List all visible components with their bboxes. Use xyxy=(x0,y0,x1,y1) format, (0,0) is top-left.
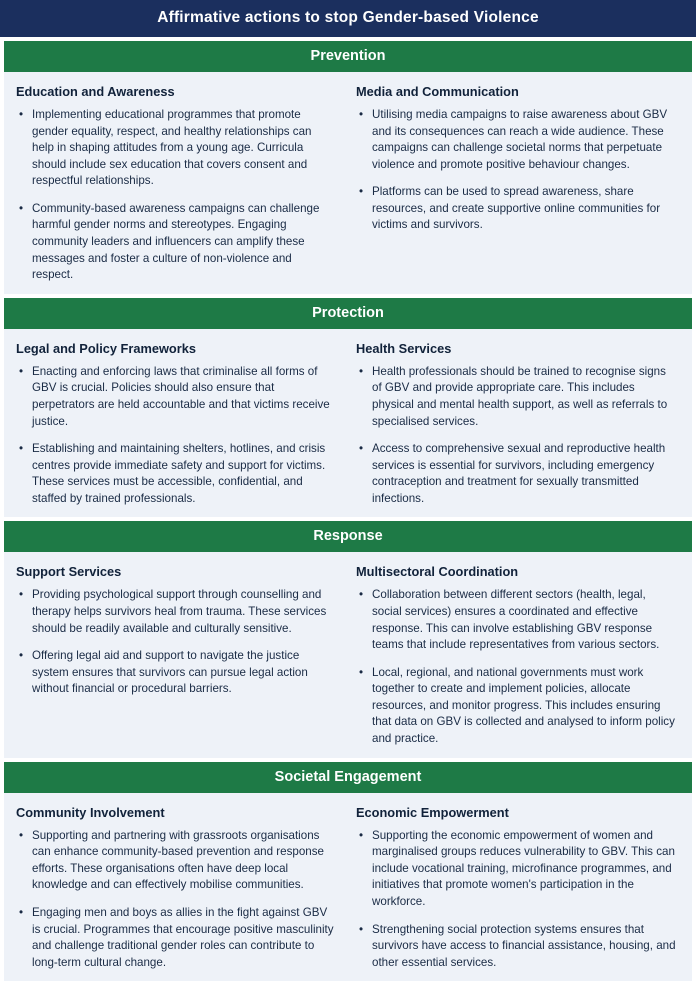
section-body-response xyxy=(4,552,692,757)
points-list xyxy=(16,587,334,697)
list-item: • Implementing educational programmes that promote gender equality, respect, and healthy relationships can help in shaping attitudes from a young age. Curricula should include sex education that covers consent and respectful relationships. xyxy=(16,107,334,190)
column-title: Legal and Policy Frameworks xyxy=(16,340,196,356)
points-list xyxy=(356,364,678,508)
list-item: • Enacting and enforcing laws that criminalise all forms of GBV is crucial. Policies should also ensure that perpetrators are held accountable and that victims receive justice. xyxy=(16,364,334,430)
list-item: • Health professionals should be trained to recognise signs of GBV and provide appropriate care. This includes physical and mental health support, as well as referrals to specialised services. xyxy=(356,364,678,430)
column-title: Community Involvement xyxy=(16,804,165,820)
list-item: • Engaging men and boys as allies in the fight against GBV is crucial. Programmes that encourage positive masculinity and challenge traditional gender roles can contribute to long-term cultural change. xyxy=(16,905,334,971)
section-protection xyxy=(0,298,696,518)
list-item: • Utilising media campaigns to raise awareness about GBV and its consequences can reach a wide audience. These campaigns can challenge societal norms that perpetuate violence and promote positive behaviour changes. xyxy=(356,107,678,173)
section-header-societal-engagement: Societal Engagement xyxy=(4,762,692,793)
column-right xyxy=(348,339,692,508)
column-right xyxy=(348,82,692,284)
column-title: Multisectoral Coordination xyxy=(356,564,519,580)
points-list xyxy=(356,587,678,747)
list-item: • Collaboration between different sectors (health, legal, social services) ensures a coordinated and effective response. This can involve establishing GBV response teams that include representatives from various sectors. xyxy=(356,587,678,653)
column-title: Education and Awareness xyxy=(16,84,175,99)
list-item: • Offering legal aid and support to navigate the justice system ensures that survivors can pursue legal action without financial or procedural barriers. xyxy=(16,648,334,698)
section-body-societal-engagement xyxy=(4,793,692,982)
column-left xyxy=(4,803,348,972)
section-response xyxy=(0,521,696,757)
list-item: • Providing psychological support through counselling and therapy helps survivors heal from trauma. These services should be readily available and culturally sensitive. xyxy=(16,587,334,637)
points-list xyxy=(356,107,678,234)
page-title: Affirmative actions to stop Gender-based Violence xyxy=(0,0,696,37)
list-item: • Strengthening social protection systems ensures that survivors have access to financial assistance, housing, and other essential services. xyxy=(356,922,678,972)
section-body-prevention xyxy=(4,72,692,294)
section-header-response: Response xyxy=(4,521,692,552)
column-title: Economic Empowerment xyxy=(356,804,509,820)
column-left xyxy=(4,339,348,508)
section-header-prevention: Prevention xyxy=(4,41,692,72)
points-list xyxy=(356,828,678,972)
section-prevention xyxy=(0,41,696,294)
column-title: Support Services xyxy=(16,564,122,580)
points-list xyxy=(16,364,334,508)
section-header-protection: Protection xyxy=(4,298,692,329)
points-list xyxy=(16,107,334,284)
section-societal-engagement xyxy=(0,762,696,982)
column-right xyxy=(348,803,692,972)
list-item: • Local, regional, and national governments must work together to create and implement policies, allocate resources, and monitor progress. This includes ensuring that data on GBV is collected and analysed to inform policy and practice. xyxy=(356,665,678,748)
list-item: • Supporting the economic empowerment of women and marginalised groups reduces vulnerability to GBV. This can include vocational training, microfinance programmes, and initiatives that promote women's participation in the workforce. xyxy=(356,828,678,911)
list-item: • Supporting and partnering with grassroots organisations can enhance community-based prevention and response efforts. These organisations often have deep local knowledge and can effectively mobilise communities. xyxy=(16,828,334,894)
column-left xyxy=(4,562,348,747)
list-item: • Establishing and maintaining shelters, hotlines, and crisis centres provide immediate safety and support for victims. These services must be accessible, confidential, and staffed by trained professionals. xyxy=(16,441,334,507)
column-left xyxy=(4,82,348,284)
list-item: • Platforms can be used to spread awareness, share resources, and create supportive online communities for victims and survivors. xyxy=(356,184,678,234)
section-body-protection xyxy=(4,329,692,518)
points-list xyxy=(16,828,334,972)
list-item: • Access to comprehensive sexual and reproductive health services is essential for survivors, including emergency contraception and treatment for sexually transmitted infections. xyxy=(356,441,678,507)
bottom-spacer xyxy=(0,981,696,985)
column-right xyxy=(348,562,692,747)
list-item: • Community-based awareness campaigns can challenge harmful gender norms and stereotypes. Engaging community leaders and influencers can amplify these messages and foster a culture of non-violence and respect. xyxy=(16,201,334,284)
column-title: Media and Communication xyxy=(356,84,519,99)
column-title: Health Services xyxy=(356,340,452,356)
